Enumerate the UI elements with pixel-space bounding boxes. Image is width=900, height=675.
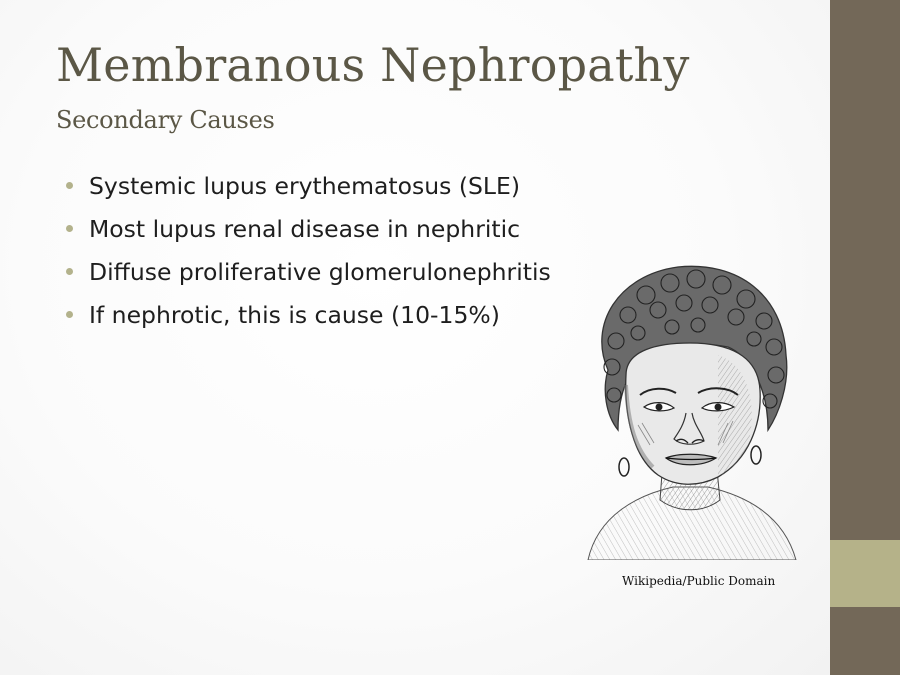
bullet-marker-icon: [66, 268, 73, 275]
image-credit: Wikipedia/Public Domain: [622, 574, 776, 588]
bullet-list: [66, 168, 551, 340]
slide-subtitle: Secondary Causes: [56, 106, 275, 134]
bullet-item: [66, 168, 551, 211]
portrait-sketch-image: [578, 255, 800, 560]
bullet-marker-icon: [66, 311, 73, 318]
bullet-item: [66, 254, 551, 297]
side-decor-accent: [830, 540, 900, 607]
slide-title: Membranous Nephropathy: [56, 38, 690, 92]
bullet-text: Most lupus renal disease in nephritic: [89, 215, 521, 243]
bullet-text: Systemic lupus erythematosus (SLE): [89, 172, 521, 200]
bullet-marker-icon: [66, 182, 73, 189]
bullet-text: If nephrotic, this is cause (10-15%): [89, 301, 500, 329]
bullet-marker-icon: [66, 225, 73, 232]
bullet-text: Diffuse proliferative glomerulonephritis: [89, 258, 551, 286]
bullet-item: [66, 211, 551, 254]
bullet-item: [66, 297, 551, 340]
